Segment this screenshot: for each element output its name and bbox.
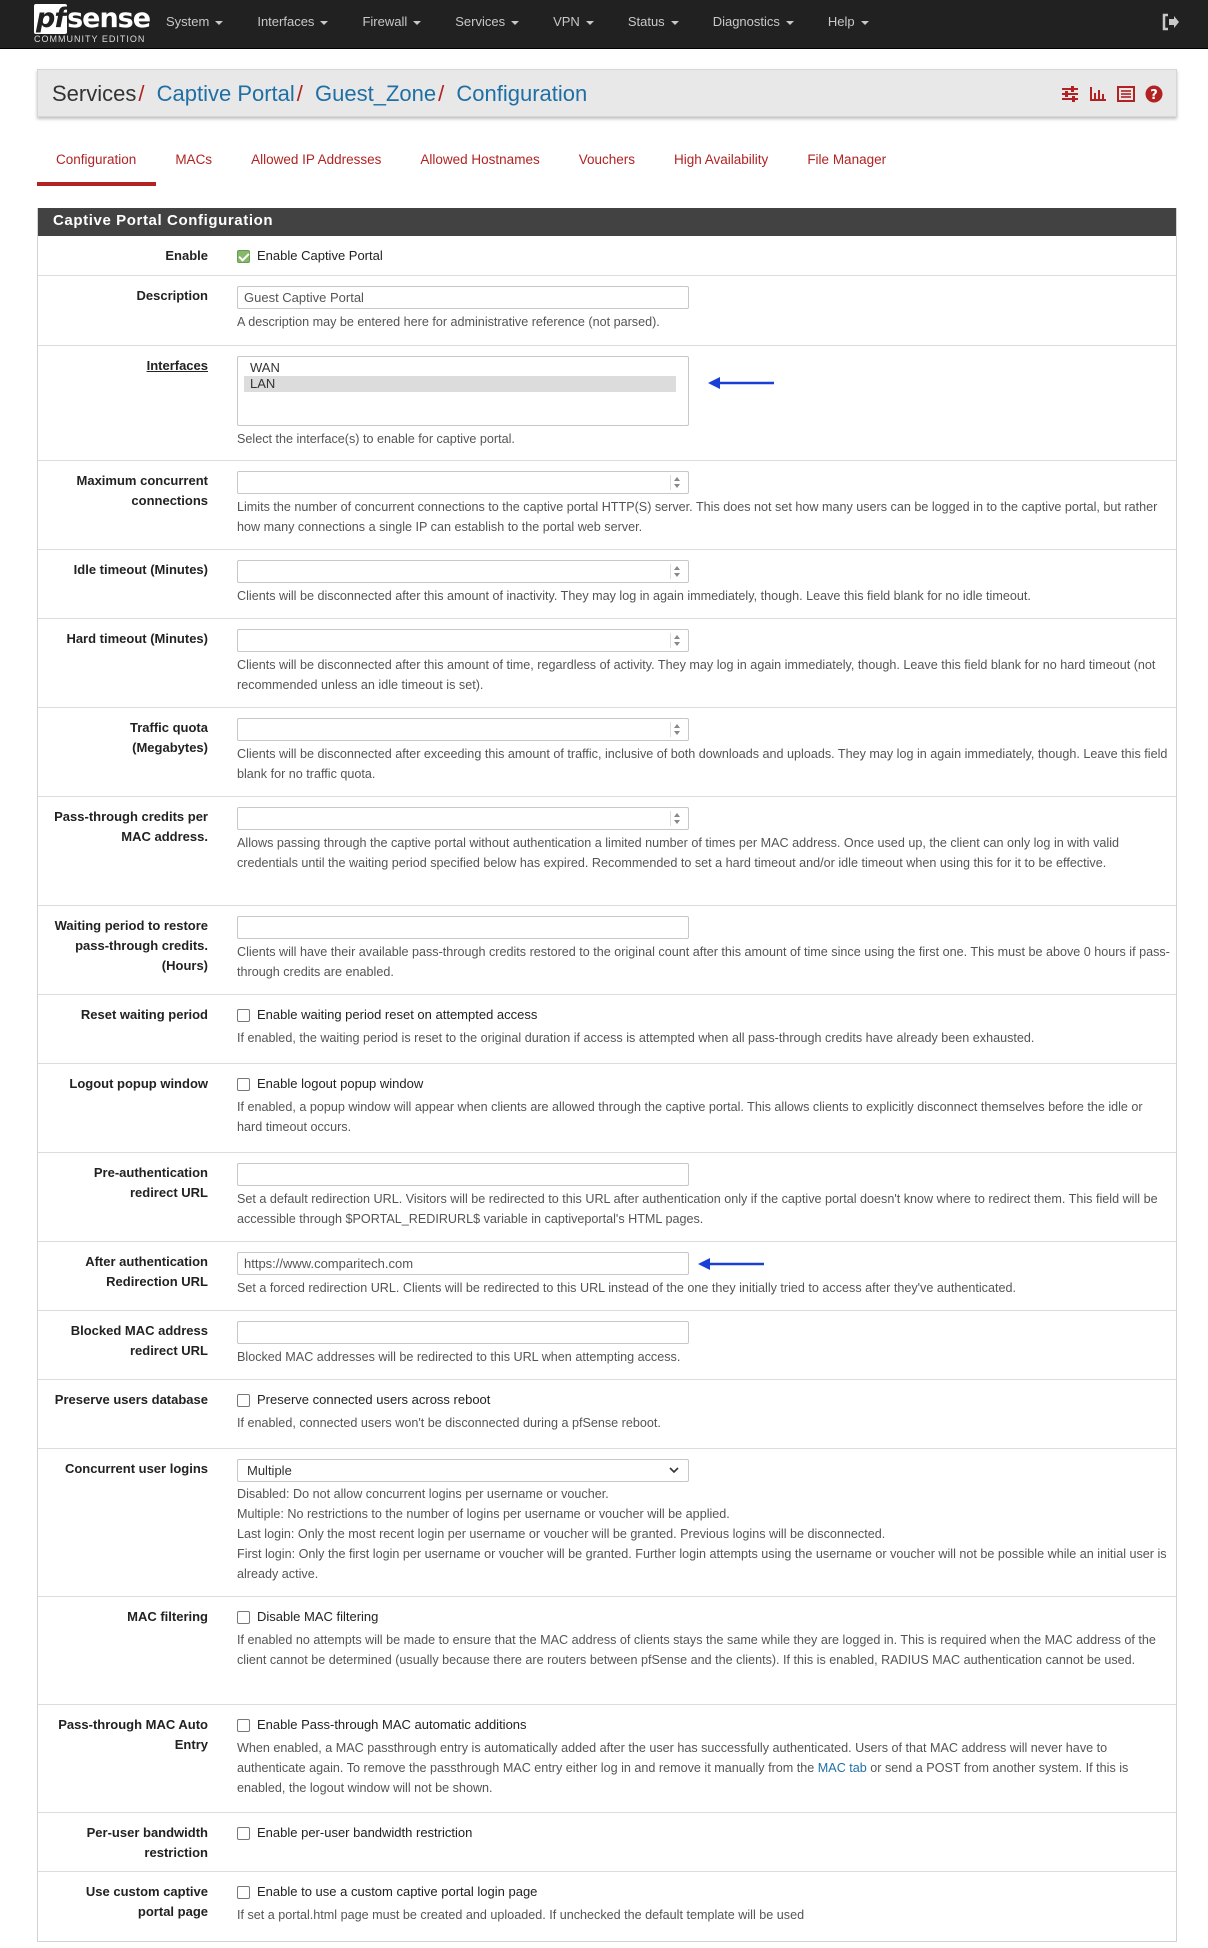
label-line: Maximum concurrent: [76, 473, 208, 488]
label-line: redirect URL: [129, 1343, 208, 1358]
tab-high-availability[interactable]: High Availability: [674, 152, 769, 167]
hard-timeout-label: Hard timeout (Minutes): [66, 631, 208, 646]
afterauth-url-label: [38, 1252, 208, 1292]
row-custom-page: [38, 1872, 1176, 1941]
menu-label: Services: [455, 14, 506, 29]
passthrough-credits-help: Allows passing through the captive portal without authentication a limited number of times per MAC address. Once used up, the client can only log in with valid credentials until the waiting period specified below has expired. Recommended to set a hard timeout and/or idle timeout when using this for it to be effective.: [237, 836, 1120, 870]
breadcrumb-bar: [37, 69, 1177, 117]
afterauth-url-input[interactable]: https://www.comparitech.com: [237, 1252, 689, 1275]
label-line: Waiting period to restore: [54, 918, 208, 933]
caret-down-icon: [215, 21, 223, 25]
description-label: Description: [136, 288, 208, 303]
checkbox-label: Enable waiting period reset on attempted access: [257, 1007, 538, 1022]
caret-down-icon: [320, 21, 328, 25]
mac-filtering-label: MAC filtering: [127, 1609, 208, 1624]
spinner-arrows-icon[interactable]: [670, 475, 683, 490]
traffic-quota-help: Clients will be disconnected after exceeding this amount of traffic, inclusive of both downloads and uploads. They may log in again immediately, though. Leave this field blank for no traffic quota.: [237, 747, 1168, 781]
label-line: Traffic quota: [129, 720, 208, 735]
interfaces-help: Select the interface(s) to enable for captive portal.: [237, 432, 515, 446]
menu-status[interactable]: [612, 0, 697, 48]
tab-bar: [37, 140, 906, 186]
preauth-url-input[interactable]: [237, 1163, 689, 1186]
menu-label: Help: [827, 14, 855, 29]
label-line: connections: [131, 493, 208, 508]
concurrent-logins-select[interactable]: [237, 1459, 689, 1482]
reset-waiting-help: If enabled, the waiting period is reset to the original duration if access is attempted when all pass-through credits have already been exhausted.: [237, 1031, 1035, 1045]
enable-label: Enable: [165, 248, 208, 263]
help-line: First login: Only the first login per username or voucher will be granted. Further login attempts using the username or voucher will not be possible while an initial user is already active.: [237, 1547, 1167, 1581]
spinner-arrows-icon[interactable]: [670, 633, 683, 648]
caret-down-icon: [861, 21, 869, 25]
menu-diagnostics[interactable]: [697, 0, 812, 48]
bar-chart-icon[interactable]: [1088, 84, 1108, 104]
max-connections-help: Limits the number of concurrent connections to the captive portal HTTP(S) server. This does not set how many users can be logged in to the captive portal, but rather how many connections a single IP can establish to the portal web server.: [237, 500, 1158, 534]
logout-popup-label: Logout popup window: [69, 1076, 208, 1091]
breadcrumb-zone[interactable]: Guest_Zone: [315, 81, 437, 106]
logout-icon[interactable]: [1160, 12, 1180, 32]
caret-down-icon: [671, 21, 679, 25]
row-enable: [38, 236, 1176, 276]
logo-suffix: sense: [67, 3, 151, 34]
help-circle-icon[interactable]: [1144, 84, 1164, 104]
select-value: Multiple: [247, 1463, 292, 1478]
menu-label: VPN: [553, 14, 580, 29]
idle-timeout-help: Clients will be disconnected after this amount of inactivity. They may log in again immediately, though. Leave this field blank for no idle timeout.: [237, 589, 1031, 603]
label-line: Entry: [174, 1737, 208, 1752]
row-idle-timeout: [38, 550, 1176, 619]
hard-timeout-help: Clients will be disconnected after this amount of time, regardless of activity. They may log in again immediately, though. Leave this field blank for no hard timeout (not recommended unless an idle timeout is set).: [237, 658, 1156, 692]
menu-services[interactable]: [439, 0, 537, 48]
label-line: Pass-through credits per: [54, 809, 208, 824]
description-help: A description may be entered here for administrative reference (not parsed).: [237, 315, 660, 329]
checkbox-label: Disable MAC filtering: [257, 1609, 379, 1624]
tab-macs[interactable]: MACs: [175, 152, 213, 167]
reset-waiting-label: Reset waiting period: [80, 1007, 208, 1022]
edition-label: COMMUNITY EDITION: [34, 34, 146, 44]
row-logout-popup: [38, 1064, 1176, 1153]
enable-checkbox[interactable]: [237, 246, 1170, 266]
checkbox-label: Enable logout popup window: [257, 1076, 424, 1091]
tab-vouchers[interactable]: Vouchers: [578, 152, 635, 167]
custom-page-label: [38, 1882, 208, 1922]
row-waiting-period: [38, 906, 1176, 995]
menu-label: Status: [627, 14, 665, 29]
afterauth-url-help: Set a forced redirection URL. Clients will be redirected to this URL instead of the one they initially tried to access after they've authenticated.: [237, 1281, 1016, 1295]
row-traffic-quota: [38, 708, 1176, 797]
top-navbar: [0, 0, 1208, 49]
annotation-arrow-icon: [698, 1257, 766, 1271]
concurrent-logins-help: [237, 1484, 1170, 1584]
menu-help[interactable]: [812, 0, 887, 48]
interfaces-multiselect[interactable]: [237, 356, 689, 426]
checkbox-label: Enable Captive Portal: [257, 248, 383, 263]
concurrent-logins-label: Concurrent user logins: [64, 1461, 208, 1476]
row-hard-timeout: [38, 619, 1176, 708]
help-text: When enabled, a MAC passthrough entry is automatically added after the user has successfully authenticated. Users of that MAC address will never have to authenticate again. To remove the passthrough MAC entry either log in and remove it manually from the: [237, 1741, 1108, 1775]
label-line: (Hours): [161, 958, 208, 973]
row-max-connections: [38, 461, 1176, 550]
caret-down-icon: [586, 21, 594, 25]
breadcrumb-separator: /: [438, 81, 445, 106]
mac-tab-link[interactable]: MAC tab: [817, 1761, 867, 1775]
tab-allowed-hostnames[interactable]: Allowed Hostnames: [420, 152, 540, 167]
checkbox-unchecked[interactable]: [237, 1886, 250, 1899]
checkbox-label: Preserve connected users across reboot: [257, 1392, 491, 1407]
logout-popup-checkbox[interactable]: [237, 1074, 1170, 1094]
help-line: Last login: Only the most recent login per username or voucher will be granted. Previous logins will be disconnected.: [237, 1527, 886, 1541]
blocked-mac-url-label: [38, 1321, 208, 1361]
breadcrumb-captive-portal[interactable]: Captive Portal: [156, 81, 295, 106]
max-connections-input[interactable]: [237, 471, 689, 494]
preserve-db-label: Preserve users database: [54, 1392, 208, 1407]
label-line: MAC address.: [121, 829, 208, 844]
custom-page-checkbox[interactable]: [237, 1882, 1170, 1902]
row-description: [38, 276, 1176, 346]
row-passthrough-credits: [38, 797, 1176, 906]
passthrough-credits-label: [38, 807, 208, 847]
interface-option-lan[interactable]: LAN: [244, 376, 676, 392]
row-blocked-mac-url: [38, 1311, 1176, 1380]
breadcrumb-separator: /: [138, 81, 145, 106]
menu-firewall[interactable]: [346, 0, 439, 48]
menu-label: System: [166, 14, 210, 29]
mac-filtering-checkbox[interactable]: [237, 1607, 1170, 1627]
label-line: Use custom captive: [85, 1884, 208, 1899]
checkbox-unchecked[interactable]: [237, 1827, 250, 1840]
checkbox-label: Enable Pass-through MAC automatic additions: [257, 1717, 527, 1732]
label-line: pass-through credits.: [75, 938, 208, 953]
max-connections-label: [38, 471, 208, 511]
waiting-period-label: [38, 916, 208, 976]
breadcrumb-root: Services: [52, 81, 137, 106]
row-reset-waiting: [38, 995, 1176, 1064]
passthrough-auto-help: [237, 1738, 1170, 1798]
checkbox-label: Enable per-user bandwidth restriction: [257, 1825, 473, 1840]
checkbox-unchecked[interactable]: [237, 1078, 250, 1091]
svg-text:?: ?: [1150, 88, 1158, 103]
tab-file-manager[interactable]: File Manager: [807, 152, 887, 167]
caret-down-icon: [511, 21, 519, 25]
label-line: Redirection URL: [106, 1274, 208, 1289]
checkbox-unchecked[interactable]: [237, 1394, 250, 1407]
sliders-icon[interactable]: [1060, 84, 1080, 104]
traffic-quota-label: [38, 718, 208, 758]
interface-option-wan[interactable]: WAN: [250, 360, 280, 375]
spinner-arrows-icon[interactable]: [670, 564, 683, 579]
help-line: Multiple: No restrictions to the number of logins per username or voucher will be applied.: [237, 1507, 730, 1521]
label-line: Pre-authentication: [93, 1165, 208, 1180]
breadcrumb: [52, 81, 587, 107]
label-line: portal page: [137, 1904, 208, 1919]
row-passthrough-auto: [38, 1705, 1176, 1813]
passthrough-auto-label: [38, 1715, 208, 1755]
preserve-db-checkbox[interactable]: [237, 1390, 1170, 1410]
idle-timeout-label: Idle timeout (Minutes): [73, 562, 208, 577]
interfaces-label[interactable]: Interfaces: [146, 358, 208, 373]
row-concurrent-logins: [38, 1449, 1176, 1597]
checkbox-checked[interactable]: [237, 250, 250, 263]
tab-allowed-ip[interactable]: Allowed IP Addresses: [251, 152, 382, 167]
menu-system[interactable]: [150, 0, 241, 48]
menu-label: Interfaces: [257, 14, 315, 29]
waiting-period-help: Clients will have their available pass-through credits restored to the original count after this amount of time since using the first one. This must be above 0 hours if pass-through credits are enabled.: [237, 945, 1170, 979]
bandwidth-checkbox[interactable]: [237, 1823, 1170, 1843]
caret-down-icon: [786, 21, 794, 25]
page-shortcuts: [1060, 84, 1164, 104]
menu-label: Diagnostics: [712, 14, 780, 29]
blocked-mac-url-help: Blocked MAC addresses will be redirected to this URL when attempting access.: [237, 1350, 681, 1364]
row-bandwidth: [38, 1813, 1176, 1872]
label-line: After authentication: [85, 1254, 208, 1269]
config-panel: [37, 208, 1177, 1942]
menu-interfaces[interactable]: [241, 0, 346, 48]
description-input[interactable]: Guest Captive Portal: [237, 286, 689, 309]
logout-popup-help: If enabled, a popup window will appear when clients are allowed through the captive portal. This allows clients to explicitly disconnect themselves before the idle or hard timeout occurs.: [237, 1100, 1143, 1134]
caret-down-icon: [413, 21, 421, 25]
label-line: Per-user bandwidth: [86, 1825, 208, 1840]
pfsense-logo[interactable]: [34, 4, 150, 44]
spinner-arrows-icon[interactable]: [670, 722, 683, 737]
label-line: redirect URL: [129, 1185, 208, 1200]
preauth-url-help: Set a default redirection URL. Visitors will be redirected to this URL after authentication only if the captive portal doesn't know where to redirect them. This field will be accessible through $PORTAL_REDIRURL$ variable in captiveportal's HTML pages.: [237, 1192, 1158, 1226]
row-afterauth-url: [38, 1242, 1176, 1311]
idle-timeout-input[interactable]: [237, 560, 689, 583]
preserve-db-help: If enabled, connected users won't be disconnected during a pfSense reboot.: [237, 1416, 661, 1430]
mac-filtering-help: If enabled no attempts will be made to ensure that the MAC address of clients stays the same while they are logged in. This is required when the MAC address of the client cannot be determined (usually because there are routers between pfSense and the clients). If this is enabled, RADIUS MAC authentication cannot be used.: [237, 1633, 1156, 1667]
spinner-arrows-icon[interactable]: [670, 811, 683, 826]
logo-prefix: pf: [36, 3, 66, 34]
label-line: Pass-through MAC Auto: [58, 1717, 208, 1732]
checkbox-unchecked[interactable]: [237, 1009, 250, 1022]
label-line: Blocked MAC address: [70, 1323, 208, 1338]
checkbox-unchecked[interactable]: [237, 1719, 250, 1732]
help-text: or send a POST from another system. If this is enabled, the logout window will not be shown.: [237, 1761, 1129, 1795]
breadcrumb-configuration[interactable]: Configuration: [456, 81, 588, 106]
help-line: Disabled: Do not allow concurrent logins per username or voucher.: [237, 1487, 609, 1501]
passthrough-auto-checkbox[interactable]: [237, 1715, 1170, 1735]
checkbox-unchecked[interactable]: [237, 1611, 250, 1624]
row-mac-filtering: [38, 1597, 1176, 1705]
panel-title: Captive Portal Configuration: [38, 208, 1176, 236]
row-interfaces: [38, 346, 1176, 461]
tab-configuration[interactable]: Configuration: [37, 140, 156, 186]
label-line: restriction: [144, 1845, 208, 1860]
log-list-icon[interactable]: [1116, 84, 1136, 104]
menu-vpn[interactable]: [537, 0, 612, 48]
passthrough-credits-input[interactable]: [237, 807, 689, 830]
hard-timeout-input[interactable]: [237, 629, 689, 652]
preauth-url-label: [38, 1163, 208, 1203]
waiting-period-input[interactable]: [237, 916, 689, 939]
annotation-arrow-icon: [708, 376, 776, 390]
traffic-quota-input[interactable]: [237, 718, 689, 741]
checkbox-label: Enable to use a custom captive portal login page: [257, 1884, 538, 1899]
reset-waiting-checkbox[interactable]: [237, 1005, 1170, 1025]
menu-label: Firewall: [362, 14, 408, 29]
blocked-mac-url-input[interactable]: [237, 1321, 689, 1344]
breadcrumb-separator: /: [296, 81, 303, 106]
label-line: (Megabytes): [132, 740, 208, 755]
row-preserve-db: [38, 1380, 1176, 1449]
row-preauth-url: [38, 1153, 1176, 1242]
main-menu: [150, 0, 887, 48]
bandwidth-label: [38, 1823, 208, 1863]
chevron-down-icon: [668, 1464, 680, 1476]
custom-page-help: If set a portal.html page must be created and uploaded. If unchecked the default template will be used: [237, 1908, 805, 1922]
